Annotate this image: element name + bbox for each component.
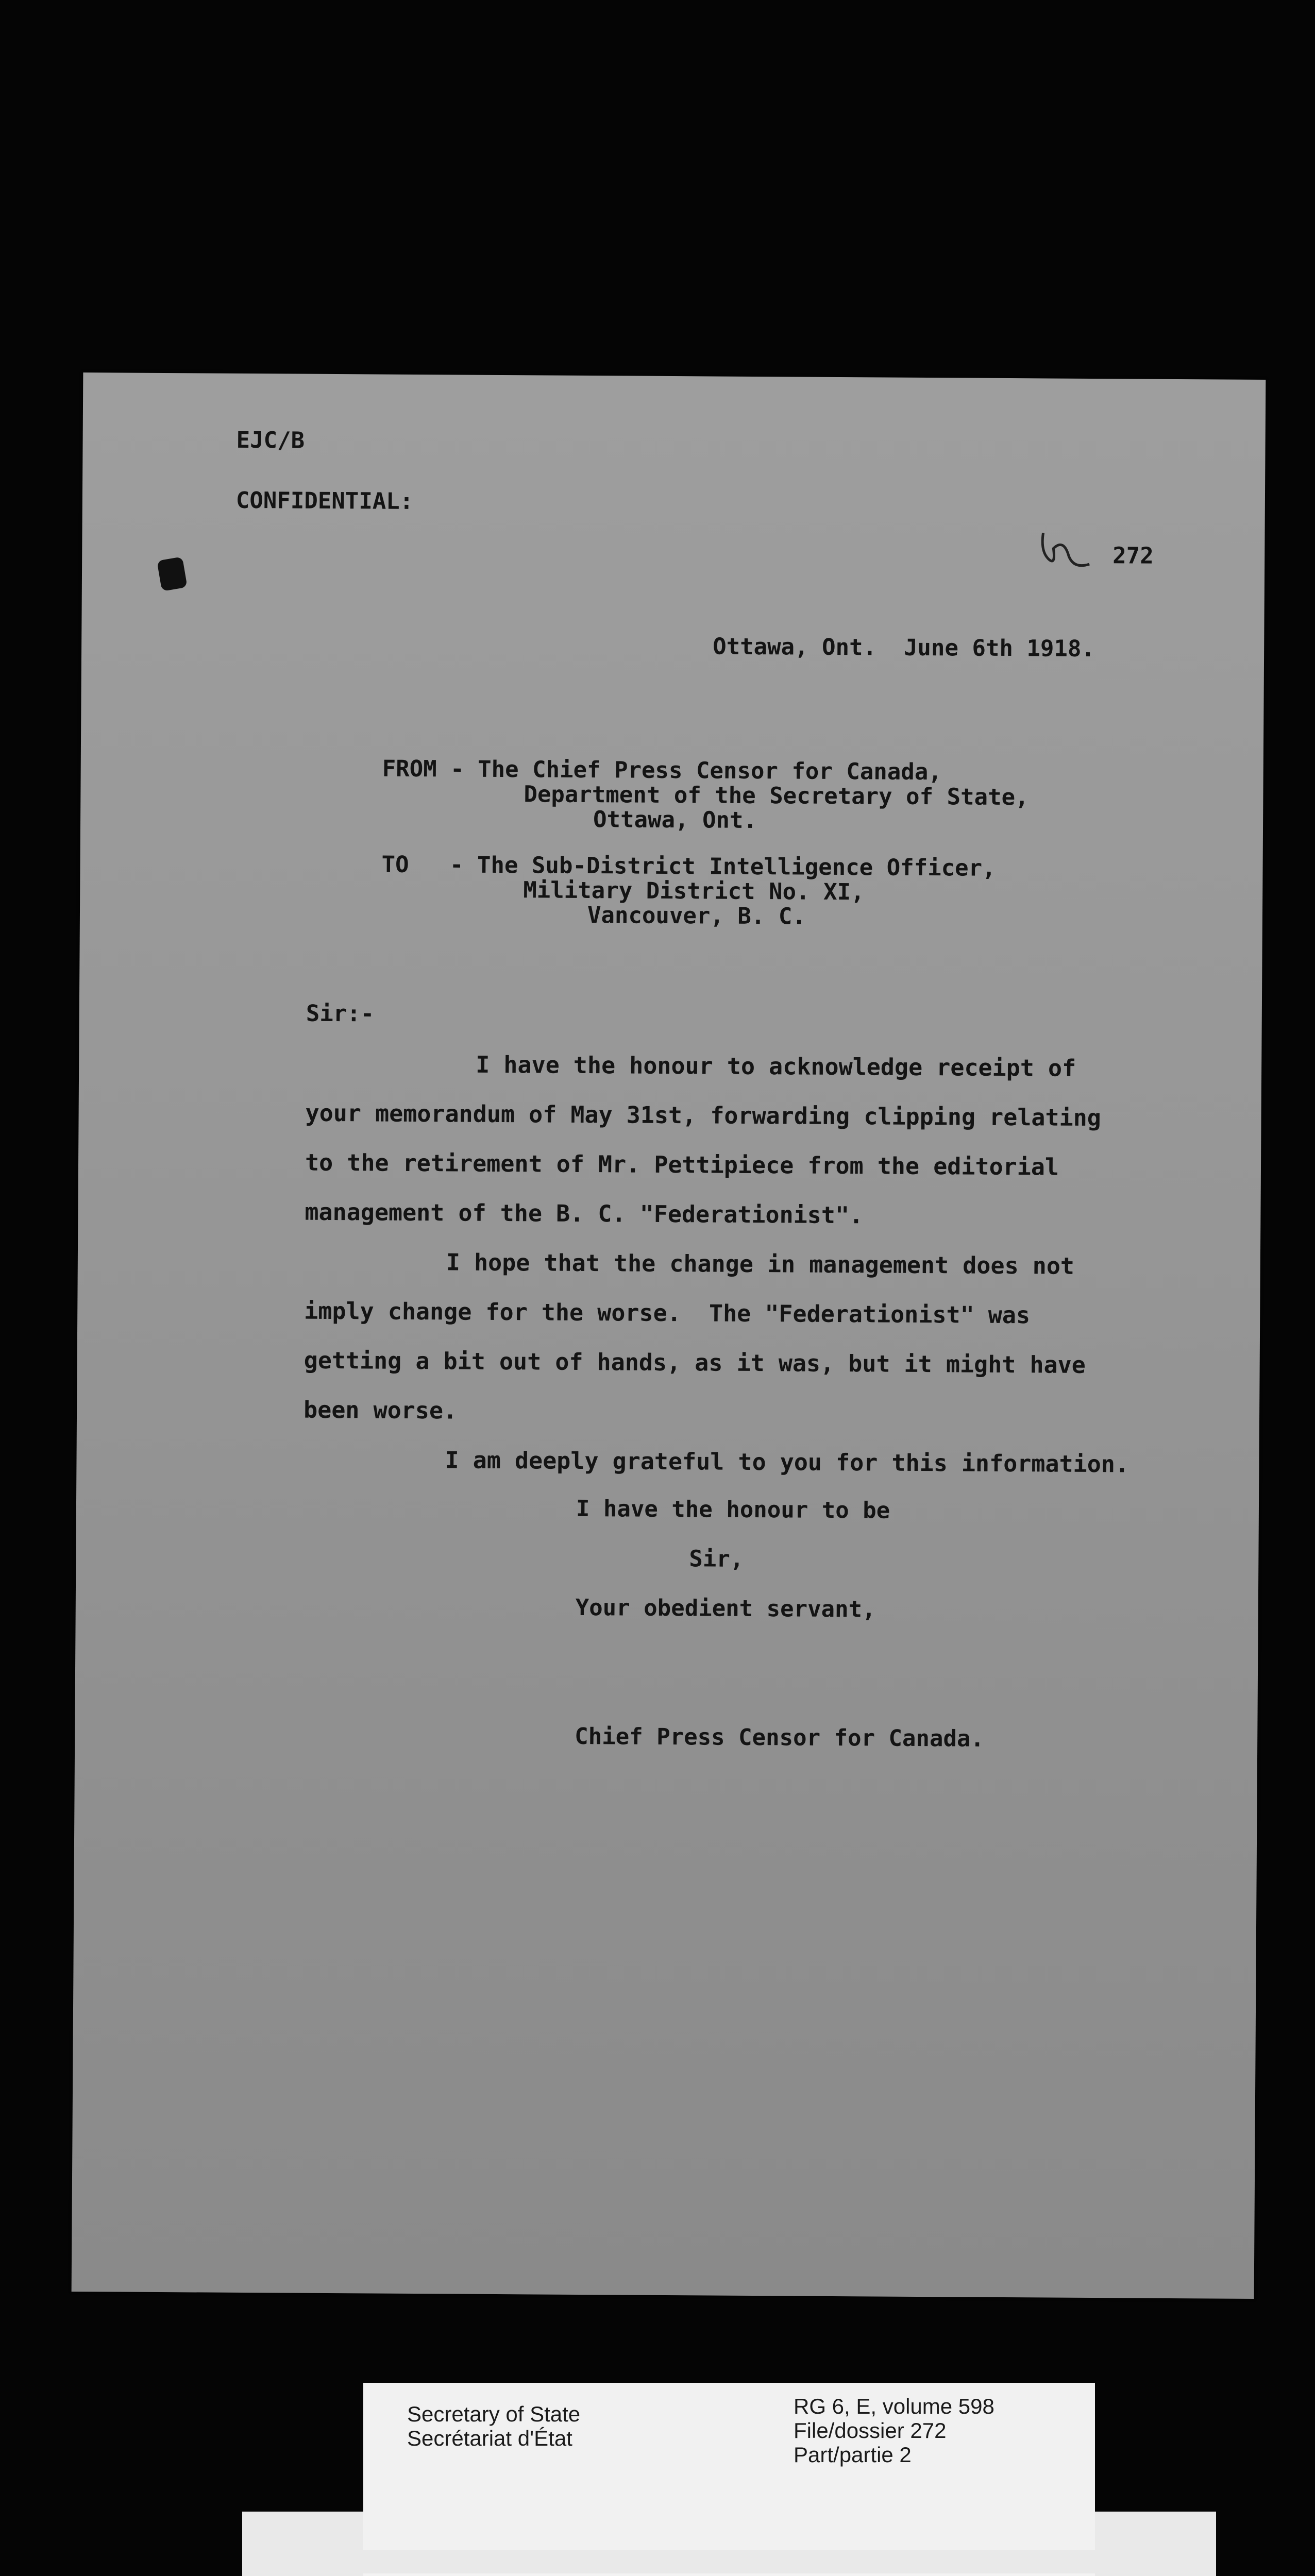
- body-line: management of the B. C. "Federationist".: [305, 1198, 864, 1229]
- dept-en: Secretary of State: [407, 2402, 581, 2426]
- part-reference: Part/partie 2: [794, 2443, 912, 2467]
- letter-page: [72, 372, 1266, 2299]
- body-line: to the retirement of Mr. Pettipiece from the editorial: [305, 1148, 1059, 1181]
- rg-reference: RG 6, E, volume 598: [794, 2394, 994, 2418]
- body-line: imply change for the worse. The "Federationist" was: [304, 1297, 1031, 1329]
- stamp-card: [363, 2573, 1095, 2576]
- page-number: 272: [1112, 543, 1154, 569]
- file-reference: File/dossier 272: [794, 2418, 947, 2443]
- classification: CONFIDENTIAL:: [235, 487, 414, 515]
- closing-line: Your obedient servant,: [575, 1594, 876, 1623]
- from-line-3: Ottawa, Ont.: [593, 806, 757, 834]
- to-line-3: Vancouver, B. C.: [587, 902, 806, 930]
- closing-line: Sir,: [689, 1546, 744, 1572]
- handwritten-mark-icon: [1033, 528, 1100, 574]
- body-line: been worse.: [303, 1396, 458, 1425]
- punch-hole: [157, 556, 187, 591]
- body-line: your memorandum of May 31st, forwarding clipping relating: [305, 1099, 1102, 1132]
- body-line: getting a bit out of hands, as it was, but it might have: [304, 1346, 1086, 1379]
- closing-line: I have the honour to be: [576, 1495, 890, 1524]
- signature-block: Chief Press Censor for Canada.: [575, 1723, 985, 1752]
- place-date: Ottawa, Ont. June 6th 1918.: [713, 633, 1095, 663]
- reference-code: EJC/B: [236, 427, 305, 454]
- body-line: I hope that the change in management does not: [446, 1248, 1075, 1280]
- dept-fr: Secrétariat d'État: [407, 2426, 572, 2450]
- from-line-2: Department of the Secretary of State,: [524, 781, 1029, 811]
- to-line-2: Military District No. XI,: [523, 877, 865, 906]
- salutation: Sir:-: [306, 1000, 375, 1027]
- to-line-1: TO - The Sub-District Intelligence Officer,: [381, 851, 996, 882]
- from-line-1: FROM - The Chief Press Censor for Canada,: [382, 755, 942, 786]
- body-line: I have the honour to acknowledge receipt of: [476, 1050, 1076, 1082]
- body-line: I am deeply grateful to you for this information.: [445, 1446, 1129, 1478]
